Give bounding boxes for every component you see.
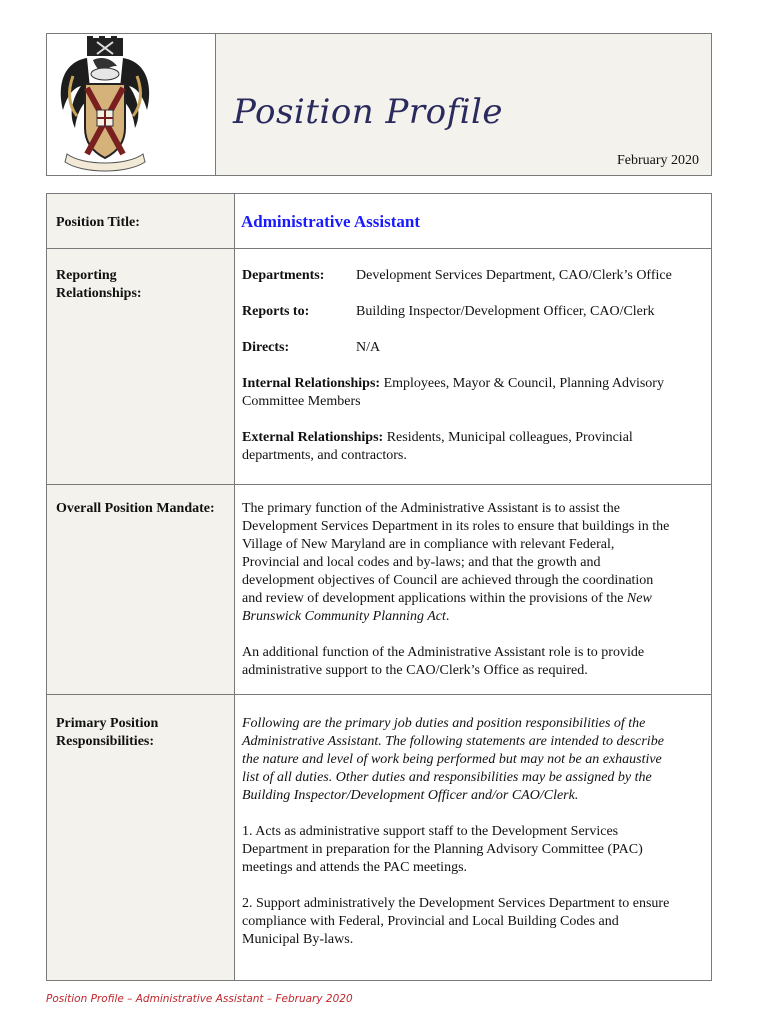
header-box	[46, 33, 712, 176]
departments-key: Departments:	[242, 268, 325, 283]
item-line: 2. Support administratively the Development Services Department to ensure	[242, 896, 670, 911]
intro-line: Following are the primary job duties and position responsibilities of the	[242, 716, 646, 731]
reporting-label-line2: Relationships:	[56, 286, 142, 301]
reporting-label-line1: Reporting	[56, 268, 117, 283]
mandate-act-italic: New	[626, 591, 652, 606]
item-line: Department in preparation for the Planning Advisory Committee (PAC)	[242, 842, 643, 857]
mandate-line	[242, 590, 704, 608]
mandate-line: Village of New Maryland are in compliance with relevant Federal,	[242, 537, 615, 552]
directs-value: N/A	[356, 340, 381, 355]
mandate-line: development objectives of Council are achieved through the coordination	[242, 573, 654, 588]
item-line: Municipal By-laws.	[242, 932, 354, 947]
external-relationships-line1: Residents, Municipal colleagues, Provincial	[383, 430, 633, 445]
responsibility-item-1	[242, 823, 704, 877]
mandate-line: administrative support to the CAO/Clerk’s Office as required.	[242, 663, 588, 678]
departments-row	[242, 267, 672, 285]
internal-relationships	[242, 375, 704, 411]
external-relationships	[242, 429, 704, 465]
crest-logo-icon	[53, 36, 157, 174]
mandate-line: The primary function of the Administrative Assistant is to assist the	[242, 501, 620, 516]
directs-row	[242, 339, 380, 357]
reporting-label	[56, 267, 142, 303]
row-divider	[47, 694, 711, 695]
responsibilities-text	[242, 715, 704, 949]
mandate-text	[242, 500, 704, 680]
intro-line: the nature and level of work being performed but may not be an exhaustive	[242, 752, 662, 767]
responsibility-item-2	[242, 895, 704, 949]
item-line: 1. Acts as administrative support staff to the Development Services	[242, 824, 619, 839]
mandate-act-italic-2: Brunswick Community Planning Act	[242, 609, 446, 624]
directs-key: Directs:	[242, 340, 290, 355]
mandate-line: Provincial and local codes and by-laws; and that the growth and	[242, 555, 601, 570]
logo-cell	[47, 34, 216, 175]
mandate-label: Overall Position Mandate:	[56, 501, 215, 516]
responsibilities-intro	[242, 715, 704, 805]
internal-relationships-key: Internal Relationships:	[242, 376, 381, 391]
mandate-line7-end: .	[445, 609, 450, 624]
position-title-value: Administrative Assistant	[241, 212, 420, 231]
external-relationships-line2: departments, and contractors.	[242, 448, 407, 463]
responsibilities-label	[56, 715, 158, 751]
reports-to-key: Reports to:	[242, 304, 310, 319]
internal-relationships-line1: Employees, Mayor & Council, Planning Advisory	[380, 376, 664, 391]
intro-line: Building Inspector/Development Officer and/or CAO/Clerk.	[242, 788, 579, 803]
label-column	[47, 194, 235, 980]
page-title: Position Profile	[233, 92, 504, 132]
responsibilities-label-line2: Responsibilities:	[56, 734, 155, 749]
item-line: compliance with Federal, Provincial and Local Building Codes and	[242, 914, 619, 929]
external-relationships-key: External Relationships:	[242, 430, 384, 445]
reports-to-value: Building Inspector/Development Officer, CAO/Clerk	[356, 304, 655, 319]
intro-line: Administrative Assistant. The following statements are intended to describe	[242, 734, 664, 749]
mandate-line	[242, 608, 704, 626]
item-line: meetings and attends the PAC meetings.	[242, 860, 468, 875]
row-divider	[47, 248, 711, 249]
page-footer: Position Profile – Administrative Assistant – February 2020	[46, 993, 353, 1005]
profile-date: February 2020	[616, 153, 699, 168]
mandate-line: An additional function of the Administrative Assistant role is to provide	[242, 645, 645, 660]
intro-line: list of all duties. Other duties and responsibilities may be assigned by the	[242, 770, 652, 785]
responsibilities-label-line1: Primary Position	[56, 716, 159, 731]
reports-to-row	[242, 303, 655, 321]
internal-relationships-line2: Committee Members	[242, 394, 361, 409]
row-divider	[47, 484, 711, 485]
position-title-label: Position Title:	[56, 215, 140, 230]
departments-value: Development Services Department, CAO/Clerk’s Office	[356, 268, 672, 283]
profile-table	[46, 193, 712, 981]
mandate-line: Development Services Department in its roles to ensure that buildings in the	[242, 519, 670, 534]
mandate-line6-plain: and review of development applications within the provisions of the	[242, 591, 627, 606]
